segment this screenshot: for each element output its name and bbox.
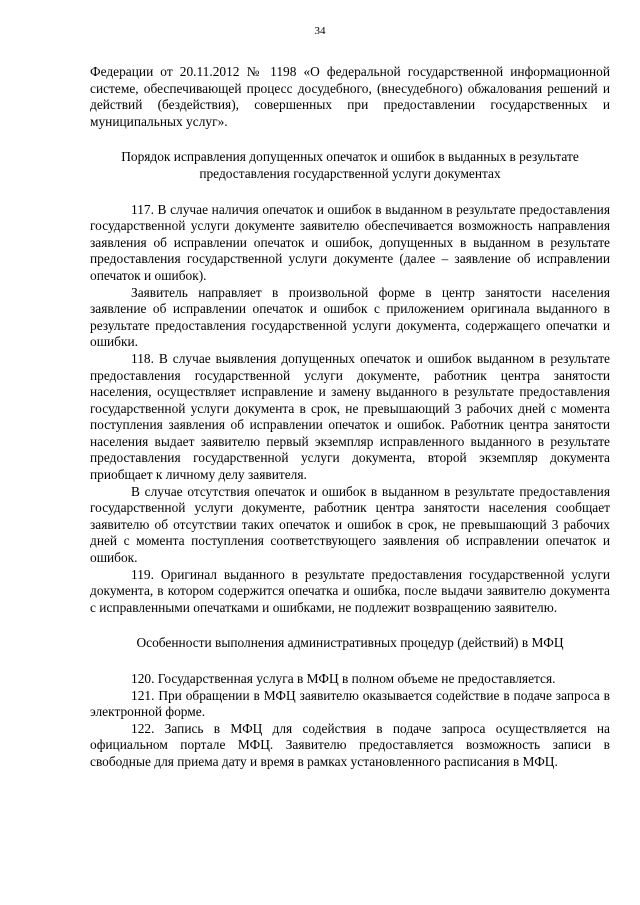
paragraph-122: 122. Запись в МФЦ для содействия в подаче запроса осуществляется на официальном портале МФЦ. Заявителю предоставляется возможность записи в свободные для приема дату и время в рамках установленного расписания в МФЦ. xyxy=(90,720,610,769)
section-heading-corrections: Порядок исправления допущенных опечаток и ошибок в выданных в результате предоставления государственной услуги документах xyxy=(121,149,579,181)
paragraph-118: 118. В случае выявления допущенных опечаток и ошибок выданном в результате предоставления государственной услуги документе, работник центра занятости населения, осуществляет исправление и замену выданного в результате предоставления государственной услуги документа в срок, не превышающий 3 рабочих дней с момента поступления заявления об исправлении опечаток и ошибок. Работник центра занятости населения выдает заявителю первый экземпляр исправленного выданного в результате предоставления государственной услуги документа, второй экземпляр документа приобщает к личному делу заявителя. xyxy=(90,350,610,483)
paragraph-continuation: Федерации от 20.11.2012 № 1198 «О федеральной государственной информационной системе, обеспечивающей процесс досудебного, (внесудебного) обжалования решений и действий (бездействия), совершенных при предоставлении государственных и муниципальных услуг». xyxy=(90,64,610,129)
paragraph-120: 120. Государственная услуга в МФЦ в полном объеме не предоставляется. xyxy=(131,671,556,686)
document-body xyxy=(90,64,610,771)
paragraph-117-applicant: Заявитель направляет в произвольной форме в центр занятости населения заявление об исправлении опечаток и ошибок с приложением оригинала выданного в результате предоставления государственной услуги документа, содержащего опечатки и ошибки. xyxy=(90,284,610,350)
paragraph-121: 121. При обращении в МФЦ заявителю оказывается содействие в подаче запроса в электронной форме. xyxy=(90,687,610,720)
section-heading-mfc: Особенности выполнения административных процедур (действий) в МФЦ xyxy=(136,635,564,651)
paragraph-118-absence: В случае отсутствия опечаток и ошибок в выданном в результате предоставления государственной услуги документе, работник центра занятости населения сообщает заявителю об отсутствии таких опечаток и ошибок в срок, не превышающий 3 рабочих дней с момента поступления соответствующего заявления об исправлении опечаток и ошибок. xyxy=(90,483,610,566)
paragraph-117: 117. В случае наличия опечаток и ошибок в выданном в результате предоставления государственной услуги документе заявителю обеспечивается возможность направления заявления об исправлении опечаток и ошибок, допущенных в выданном в результате предоставления государственной услуги документе (далее – заявление об исправлении опечаток и ошибок). xyxy=(90,201,610,283)
paragraph-119: 119. Оригинал выданного в результате предоставления государственной услуги документа, в котором содержится опечатка и ошибка, после выдачи заявителю документа с исправленными опечатками и ошибками, не подлежит возвращению заявителю. xyxy=(90,566,610,615)
page-number: 34 xyxy=(314,25,326,37)
